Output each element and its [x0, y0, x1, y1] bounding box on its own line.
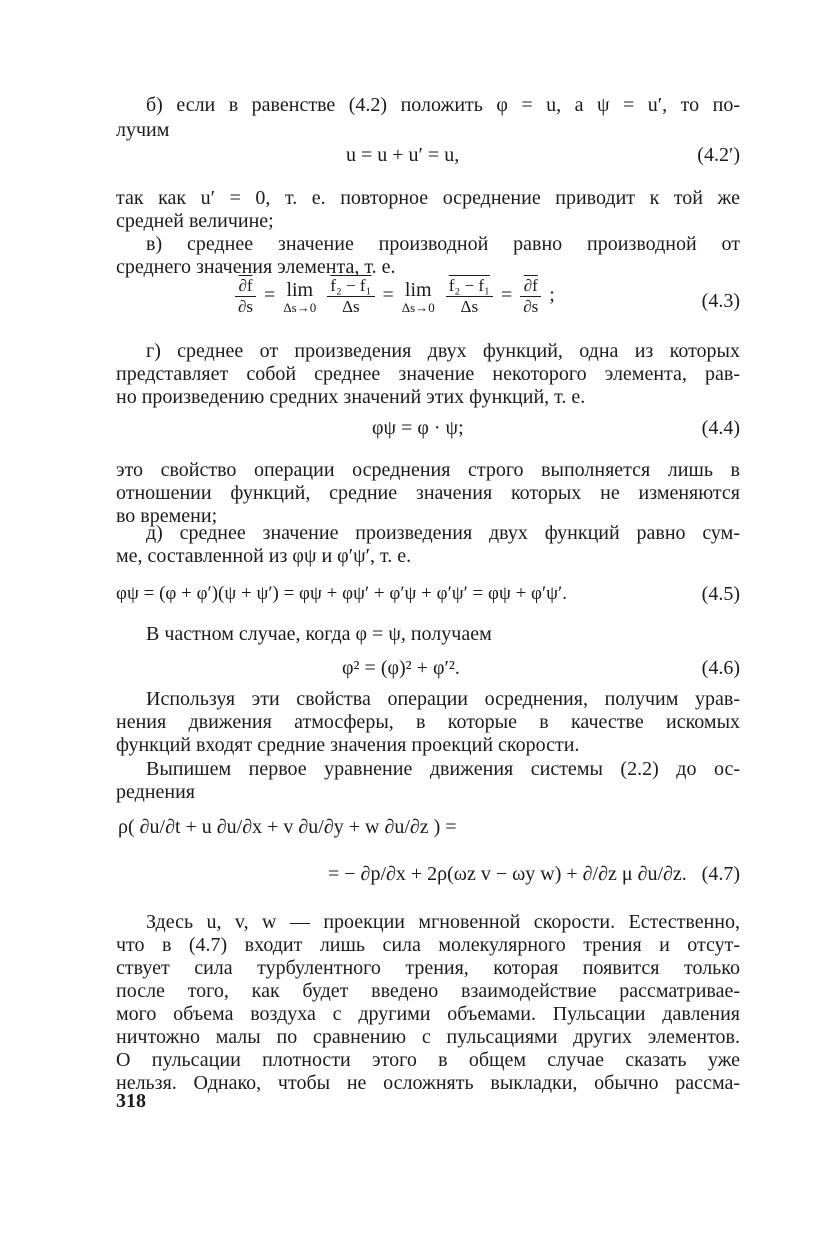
- equation-number: (4.3): [701, 290, 740, 312]
- text-line: после того, как будет введено взаимодействие рассматривае-: [116, 980, 740, 1002]
- numerator: ∂f: [235, 276, 256, 297]
- text-line: представляет собой среднее значение некоторого элемента, рав-: [116, 363, 740, 385]
- equation-number: (4.5): [701, 583, 740, 605]
- equation-4-5: φψ = (φ + φ′)(ψ + ψ′) = φψ + φψ′ + φ′ψ + φ′ψ′ = φψ + φ′ψ′.: [116, 583, 567, 604]
- semicolon: ;: [549, 284, 555, 307]
- text-line: средней величине;: [116, 210, 274, 232]
- equation-4-3: [232, 276, 555, 317]
- denominator: Δs: [342, 297, 360, 316]
- limit: [402, 279, 435, 315]
- equation-number: (4.2′): [697, 144, 740, 166]
- text-line: отношении функций, средние значения которых не изменяются: [116, 482, 740, 504]
- page-number: 318: [116, 1090, 146, 1112]
- text-line: что в (4.7) входит лишь сила молекулярного трения и отсут-: [116, 934, 740, 956]
- equation-4-4: φψ = φ · ψ;: [372, 417, 464, 439]
- text-line: г) среднее от произведения двух функций, одна из которых: [146, 340, 740, 362]
- denominator: ∂s: [523, 297, 539, 316]
- denominator: Δs: [460, 297, 479, 316]
- text-line: нельзя. Однако, чтобы не осложнять выкладки, обычно рассма-: [116, 1072, 740, 1094]
- limit-label: lim: [404, 278, 432, 301]
- text-line: В частном случае, когда φ = ψ, получаем: [146, 623, 492, 645]
- text-line: лучим: [116, 119, 170, 141]
- text-line: нения движения атмосферы, в которые в качестве искомых: [116, 711, 740, 733]
- text-line: д) среднее значение произведения двух функций равно сум-: [146, 522, 740, 544]
- equation-number: (4.6): [701, 657, 740, 679]
- text-line: Выпишем первое уравнение движения системы (2.2) до ос-: [146, 758, 740, 780]
- text-line: ничтожно малы по сравнению с пульсациями других элементов.: [116, 1026, 740, 1048]
- text-line: среднего значения элемента, т. е.: [116, 256, 396, 278]
- equation-4-7-line2: = − ∂p/∂x + 2ρ(ωz v − ωy w) + ∂/∂z μ ∂u/∂z.: [328, 863, 687, 885]
- limit: [283, 279, 316, 315]
- text-line: функций входят средние значения проекций скорости.: [116, 734, 580, 756]
- text-line: Используя эти свойства операции осреднения, получим урав-: [146, 688, 740, 710]
- text-line: ствует сила турбулентного трения, которая появится только: [116, 957, 740, 979]
- fraction: [327, 276, 374, 317]
- text-line: реднения: [116, 781, 195, 803]
- equation-4-7-line1: ρ( ∂u/∂t + u ∂u/∂x + v ∂u/∂y + w ∂u/∂z ) =: [118, 816, 457, 838]
- equation-4-6: φ² = (φ)² + φ′².: [342, 657, 460, 679]
- equals-sign: =: [500, 284, 513, 307]
- limit-label: lim: [286, 278, 314, 301]
- equation-4-2: u = u + u′ = u,: [346, 144, 460, 166]
- text-line: О пульсации плотности этого в общем случае сказать уже: [116, 1049, 740, 1071]
- numerator: f₂ − f₁: [327, 276, 374, 297]
- numerator: ∂f: [520, 276, 541, 297]
- fraction: [235, 276, 256, 317]
- equals-sign: =: [382, 284, 394, 307]
- text-line: в) среднее значение производной равно производной от: [146, 233, 740, 255]
- text-line: так как u′ = 0, т. е. повторное осреднение приводит к той же: [116, 187, 740, 209]
- limit-subscript: Δs→0: [401, 299, 435, 315]
- fraction: [520, 276, 541, 317]
- equation-number: (4.4): [701, 417, 740, 439]
- text-line: б) если в равенстве (4.2) положить φ = u, а ψ = u′, то по-: [146, 94, 740, 116]
- text-line: во времени;: [116, 505, 218, 527]
- text-line: но произведению средних значений этих функций, т. е.: [116, 386, 586, 408]
- text-line: это свойство операции осреднения строго выполняется лишь в: [116, 459, 740, 481]
- limit-subscript: Δs→0: [283, 299, 317, 315]
- fraction: [446, 276, 493, 317]
- denominator: ∂s: [238, 297, 254, 316]
- equals-sign: =: [264, 284, 276, 307]
- text-line: мого объема воздуха с другими объемами. Пульсации давления: [116, 1003, 740, 1025]
- text-line: Здесь u, v, w — проекции мгновенной скорости. Естественно,: [146, 911, 740, 933]
- numerator: f₂ − f₁: [446, 276, 493, 297]
- equation-number: (4.7): [701, 863, 740, 885]
- text-line: ме, составленной из φψ и φ′ψ′, т. е.: [116, 545, 412, 567]
